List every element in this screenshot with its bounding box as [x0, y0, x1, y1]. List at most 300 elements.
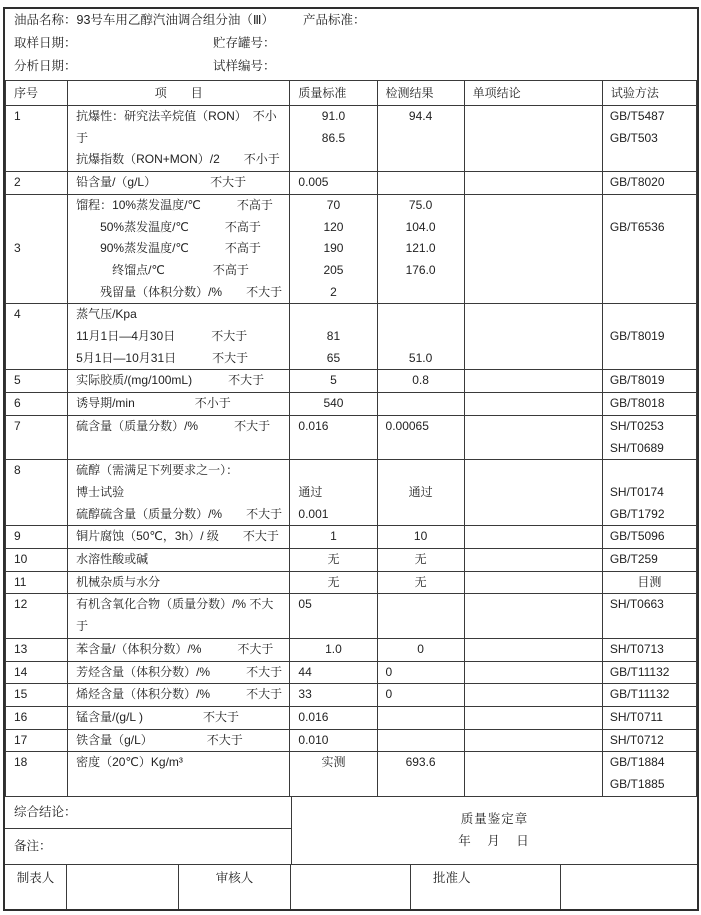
signature-row — [5, 864, 697, 909]
cell-item-row6 — [68, 393, 290, 416]
cell-line — [378, 282, 464, 304]
cell-line — [290, 460, 376, 482]
cell-method-row18 — [602, 752, 696, 796]
cell-seq-row1 — [6, 106, 68, 172]
cell-line: 10 — [413, 529, 428, 544]
cell-line: 44 — [298, 664, 312, 679]
cell-item-row12 — [68, 594, 290, 638]
cell-line: 121.0 — [405, 241, 436, 256]
cell-line: 120 — [323, 219, 344, 234]
cell-line — [378, 504, 464, 526]
cell-line — [603, 616, 696, 638]
cell-line: 5 — [14, 373, 21, 388]
cell-line: 1.0 — [325, 641, 342, 656]
cell-line: 抗爆性：研究法辛烷值（RON） 不小 — [76, 109, 277, 123]
header-row — [6, 81, 697, 106]
cell-line: 11 — [14, 574, 27, 589]
bottom-left-column — [5, 797, 292, 864]
cell-line: 1 — [14, 109, 21, 123]
cell-seq-row17 — [6, 729, 68, 752]
cell-line — [290, 149, 376, 171]
cell-seq-row16 — [6, 706, 68, 729]
cell-item-row4 — [68, 304, 290, 370]
cell-standard-row17 — [290, 729, 377, 752]
reviewer-signature-cell — [291, 865, 411, 909]
cell-method-row10 — [602, 549, 696, 572]
cell-seq-row9 — [6, 526, 68, 549]
cell-line: GB/T8019 — [609, 329, 665, 344]
cell-seq-row8 — [6, 460, 68, 526]
approver-signature-cell — [561, 865, 697, 909]
cell-line: GB/T259 — [609, 552, 658, 567]
cell-line: GB/T6536 — [609, 219, 665, 234]
cell-method-row17 — [602, 729, 696, 752]
cell-line — [378, 594, 464, 616]
cell-result-row15 — [377, 684, 464, 707]
reviewer-label: 审核人 — [179, 865, 291, 909]
cell-line: 65 — [326, 350, 341, 365]
report-row-14 — [6, 661, 697, 684]
cell-line: 有机含氧化合物（质量分数）/% 不大 — [76, 597, 274, 612]
cell-line: SH/T0253 — [609, 418, 664, 433]
sample-number-label: 试样编号： — [213, 59, 276, 73]
cell-line — [378, 460, 464, 482]
preparer-label: 制表人 — [5, 865, 67, 909]
cell-line: SH/T0712 — [609, 732, 664, 747]
cell-result-row9 — [377, 526, 464, 549]
cell-line: 锰含量/(g/L ) 不大于 — [76, 709, 239, 724]
report-row-1 — [6, 106, 697, 172]
cell-line — [465, 594, 602, 616]
cell-line — [603, 238, 696, 260]
cell-seq-row18 — [6, 752, 68, 796]
header-method: 试验方法 — [602, 81, 696, 106]
cell-conclusion-row2 — [464, 172, 602, 195]
info-line-analysis — [5, 55, 697, 78]
cell-line: 苯含量/（体积分数）/% 不大于 — [76, 641, 274, 656]
report-row-12 — [6, 594, 697, 638]
cell-line — [465, 304, 602, 326]
approver-label: 批准人 — [411, 865, 561, 909]
cell-line: 0.001 — [298, 506, 329, 521]
cell-standard-row12 — [290, 594, 377, 638]
cell-line — [603, 304, 696, 326]
cell-standard-row3 — [290, 194, 377, 304]
cell-line: 博士试验 — [76, 484, 125, 499]
cell-line: 诱导期/min 不小于 — [76, 396, 231, 411]
cell-line: 10 — [14, 552, 28, 567]
sampling-date-label: 取样日期： — [14, 36, 77, 50]
cell-seq-row10 — [6, 549, 68, 572]
cell-line: 无 — [414, 574, 427, 589]
cell-line — [68, 438, 289, 460]
cell-conclusion-row9 — [464, 526, 602, 549]
cell-line — [378, 730, 464, 752]
info-block — [5, 9, 697, 80]
cell-line: 蒸气压/Kpa — [76, 307, 137, 322]
cell-result-row13 — [377, 638, 464, 661]
cell-method-row9 — [602, 526, 696, 549]
cell-item-row9 — [68, 526, 290, 549]
cell-line — [603, 348, 696, 370]
cell-line: 205 — [323, 262, 344, 277]
cell-line: SH/T0663 — [609, 597, 664, 612]
stamp-date: 年 月 日 — [458, 834, 531, 849]
cell-line: 94.4 — [408, 109, 433, 123]
cell-item-row16 — [68, 706, 290, 729]
cell-result-row10 — [377, 549, 464, 572]
cell-result-row6 — [377, 393, 464, 416]
report-table — [5, 80, 697, 797]
cell-seq-row5 — [6, 370, 68, 393]
product-standard-label: 产品标准： — [303, 13, 366, 27]
cell-line — [378, 438, 464, 460]
cell-line: 硫醇（需满足下列要求之一）： — [76, 463, 239, 478]
cell-line: 馏程：10%蒸发温度/℃ 不高于 — [76, 197, 273, 212]
cell-standard-row1 — [290, 106, 377, 172]
cell-line: 13 — [14, 641, 28, 656]
cell-method-row11 — [602, 571, 696, 594]
cell-line — [465, 172, 602, 194]
cell-conclusion-row12 — [464, 594, 602, 638]
analysis-date-label: 分析日期： — [14, 59, 77, 73]
cell-line: 5月1日—10月31日 不大于 — [76, 350, 249, 365]
cell-line: 铁含量（g/L） 不大于 — [76, 732, 243, 747]
cell-line — [465, 572, 602, 594]
cell-item-row13 — [68, 638, 290, 661]
header-standard: 质量标准 — [290, 81, 377, 106]
cell-method-row8 — [602, 460, 696, 526]
header-result: 检测结果 — [377, 81, 464, 106]
report-row-13 — [6, 638, 697, 661]
remark-cell: 备注： — [14, 838, 52, 853]
cell-conclusion-row5 — [464, 370, 602, 393]
report-row-17 — [6, 729, 697, 752]
cell-line: 91.0 — [321, 109, 346, 123]
cell-item-row10 — [68, 549, 290, 572]
cell-line: GB/T11132 — [609, 664, 670, 679]
cell-standard-row14 — [290, 661, 377, 684]
cell-line: GB/T11132 — [609, 687, 670, 702]
cell-result-row2 — [377, 172, 464, 195]
cell-line: 70 — [326, 197, 341, 212]
cell-line — [290, 438, 376, 460]
cell-line — [465, 639, 602, 661]
cell-standard-row10 — [290, 549, 377, 572]
cell-line: 铅含量/（g/L） 不大于 — [76, 175, 247, 190]
cell-conclusion-row14 — [464, 661, 602, 684]
cell-standard-row15 — [290, 684, 377, 707]
cell-item-row14 — [68, 661, 290, 684]
cell-line: 无 — [414, 552, 427, 567]
cell-item-row5 — [68, 370, 290, 393]
cell-line — [378, 616, 464, 638]
cell-line: 目测 — [637, 574, 662, 589]
cell-line: 05 — [298, 597, 312, 612]
cell-seq-row11 — [6, 571, 68, 594]
cell-line — [603, 460, 696, 482]
cell-standard-row9 — [290, 526, 377, 549]
cell-standard-row18 — [290, 752, 377, 796]
cell-line: 0.00065 — [385, 418, 429, 433]
cell-line: 86.5 — [321, 130, 346, 145]
info-line-sampling — [5, 32, 697, 55]
report-table-body — [6, 106, 697, 797]
cell-line: GB/T503 — [609, 130, 658, 145]
cell-seq-row6 — [6, 393, 68, 416]
report-row-4 — [6, 304, 697, 370]
cell-line: 17 — [14, 732, 28, 747]
cell-seq-row12 — [6, 594, 68, 638]
cell-item-row1 — [68, 106, 290, 172]
stamp-cell — [292, 797, 697, 864]
cell-line: 18 — [14, 755, 28, 770]
cell-line — [603, 260, 696, 282]
cell-line: 密度（20℃）Kg/m³ — [76, 755, 183, 770]
cell-item-row3 — [68, 194, 290, 304]
cell-line: GB/T1885 — [609, 777, 665, 792]
cell-line: GB/T8018 — [609, 396, 665, 411]
cell-line: 1 — [330, 529, 337, 544]
cell-method-row16 — [602, 706, 696, 729]
cell-line: 实际胶质/(mg/100mL) 不大于 — [76, 373, 265, 388]
cell-line: 8 — [14, 463, 21, 478]
cell-conclusion-row10 — [464, 549, 602, 572]
cell-standard-row13 — [290, 638, 377, 661]
cell-method-row2 — [602, 172, 696, 195]
cell-seq-row3 — [6, 194, 68, 304]
cell-seq-row7 — [6, 415, 68, 459]
cell-line: 7 — [14, 418, 21, 433]
cell-line: 176.0 — [405, 262, 436, 277]
cell-line — [378, 172, 464, 194]
cell-line — [465, 195, 602, 217]
storage-tank-label: 贮存罐号： — [213, 36, 276, 50]
summary-cell: 综合结论： — [5, 797, 291, 829]
cell-line: 通过 — [408, 484, 433, 499]
info-line-product — [5, 9, 697, 32]
cell-line: SH/T0713 — [609, 641, 664, 656]
cell-line — [465, 662, 602, 684]
bottom-section — [5, 797, 697, 864]
cell-line: 693.6 — [405, 755, 436, 770]
header-item: 项 目 — [68, 81, 290, 106]
cell-line: 无 — [327, 552, 340, 567]
cell-line: 0.005 — [298, 175, 329, 190]
cell-line: 15 — [14, 687, 28, 702]
cell-line: 0.8 — [412, 373, 429, 388]
cell-line: 51.0 — [408, 350, 433, 365]
cell-line — [378, 326, 464, 348]
report-row-11 — [6, 571, 697, 594]
cell-line: 2 — [14, 175, 21, 190]
cell-method-row3 — [602, 194, 696, 304]
report-row-6 — [6, 393, 697, 416]
cell-result-row1 — [377, 106, 464, 172]
cell-line: 芳烃含量（体积分数）/% 不大于 — [76, 664, 283, 679]
cell-line — [465, 416, 602, 438]
cell-line: 16 — [14, 709, 28, 724]
cell-line: 通过 — [298, 484, 323, 499]
cell-line: 0.016 — [298, 418, 329, 433]
cell-line: 0 — [417, 641, 424, 656]
cell-line: 75.0 — [408, 197, 433, 212]
cell-line — [290, 774, 376, 796]
report-row-8 — [6, 460, 697, 526]
stamp-title: 质量鉴定章 — [460, 812, 529, 827]
cell-line: 81 — [326, 329, 341, 344]
cell-item-row11 — [68, 571, 290, 594]
cell-line: GB/T8019 — [609, 373, 665, 388]
cell-line: GB/T1792 — [609, 506, 665, 521]
cell-result-row8 — [377, 460, 464, 526]
cell-line: 0.010 — [298, 732, 329, 747]
cell-line: 0.016 — [298, 709, 329, 724]
cell-line: 于 — [76, 619, 89, 634]
cell-result-row17 — [377, 729, 464, 752]
cell-line — [378, 304, 464, 326]
cell-line: 残留量（体积分数）/% 不大于 — [76, 284, 283, 299]
cell-line — [465, 752, 602, 774]
report-table-head — [6, 81, 697, 106]
cell-method-row1 — [602, 106, 696, 172]
cell-line — [290, 304, 376, 326]
report-row-18 — [6, 752, 697, 796]
cell-seq-row14 — [6, 661, 68, 684]
cell-line — [378, 707, 464, 729]
cell-line: GB/T8020 — [609, 175, 665, 190]
cell-result-row7 — [377, 415, 464, 459]
cell-line: 铜片腐蚀（50℃，3h）/ 级 不大于 — [76, 529, 279, 544]
cell-standard-row2 — [290, 172, 377, 195]
cell-line: 14 — [14, 664, 28, 679]
cell-line: GB/T5487 — [609, 109, 665, 123]
cell-line: 33 — [298, 687, 312, 702]
cell-standard-row11 — [290, 571, 377, 594]
cell-line: 硫含量（质量分数）/% 不大于 — [76, 418, 271, 433]
cell-line: 0 — [385, 664, 393, 679]
cell-line — [603, 195, 696, 217]
cell-conclusion-row15 — [464, 684, 602, 707]
cell-line: 9 — [14, 529, 21, 544]
cell-conclusion-row18 — [464, 752, 602, 796]
cell-standard-row16 — [290, 706, 377, 729]
cell-item-row7 — [68, 415, 290, 459]
cell-item-row2 — [68, 172, 290, 195]
cell-line: GB/T1884 — [609, 755, 665, 770]
report-row-10 — [6, 549, 697, 572]
cell-conclusion-row8 — [464, 460, 602, 526]
cell-line — [603, 282, 696, 304]
cell-seq-row4 — [6, 304, 68, 370]
cell-line: 2 — [330, 284, 337, 299]
cell-result-row3 — [377, 194, 464, 304]
header-seq: 序号 — [6, 81, 68, 106]
cell-method-row12 — [602, 594, 696, 638]
cell-line: 抗爆指数（RON+MON）/2 不小于 — [76, 152, 280, 167]
cell-line — [378, 128, 464, 150]
report-row-15 — [6, 684, 697, 707]
cell-line — [465, 460, 602, 482]
cell-line — [465, 393, 602, 415]
cell-line: 无 — [327, 574, 340, 589]
cell-line — [465, 684, 602, 706]
header-conclusion: 单项结论 — [464, 81, 602, 106]
preparer-signature-cell — [67, 865, 179, 909]
cell-line: 3 — [14, 241, 21, 256]
cell-conclusion-row11 — [464, 571, 602, 594]
cell-line — [465, 549, 602, 571]
cell-item-row8 — [68, 460, 290, 526]
cell-line — [68, 774, 289, 796]
cell-conclusion-row17 — [464, 729, 602, 752]
cell-standard-row8 — [290, 460, 377, 526]
cell-line: 硫醇硫含量（质量分数）/% 不大于 — [76, 506, 283, 521]
report-row-7 — [6, 415, 697, 459]
cell-line — [465, 730, 602, 752]
cell-method-row13 — [602, 638, 696, 661]
cell-line — [378, 393, 464, 415]
cell-line — [465, 370, 602, 392]
cell-line — [465, 526, 602, 548]
report-document — [3, 7, 699, 911]
cell-line: 水溶性酸或碱 — [76, 552, 149, 567]
cell-seq-row13 — [6, 638, 68, 661]
cell-line: 6 — [14, 396, 21, 411]
cell-conclusion-row4 — [464, 304, 602, 370]
cell-method-row6 — [602, 393, 696, 416]
report-row-3 — [6, 194, 697, 304]
cell-line: 4 — [14, 307, 21, 322]
cell-line: 50%蒸发温度/℃ 不高于 — [76, 219, 261, 234]
cell-line: 机械杂质与水分 — [76, 574, 161, 589]
report-row-9 — [6, 526, 697, 549]
cell-method-row14 — [602, 661, 696, 684]
cell-line: 实测 — [321, 755, 346, 770]
report-row-16 — [6, 706, 697, 729]
cell-line: SH/T0711 — [609, 709, 663, 724]
cell-result-row16 — [377, 706, 464, 729]
product-name-label: 油品名称：93号车用乙醇汽油调合组分油（Ⅲ） — [14, 13, 275, 27]
report-row-5 — [6, 370, 697, 393]
cell-item-row18 — [68, 752, 290, 796]
cell-line — [603, 149, 696, 171]
cell-standard-row7 — [290, 415, 377, 459]
cell-line: 5 — [330, 373, 337, 388]
cell-line: 于 — [76, 130, 89, 145]
cell-conclusion-row1 — [464, 106, 602, 172]
report-row-2 — [6, 172, 697, 195]
cell-conclusion-row3 — [464, 194, 602, 304]
cell-standard-row6 — [290, 393, 377, 416]
cell-line — [378, 149, 464, 171]
cell-line: 终馏点/℃ 不高于 — [76, 262, 249, 277]
cell-line: 0 — [385, 687, 393, 702]
cell-method-row5 — [602, 370, 696, 393]
cell-result-row11 — [377, 571, 464, 594]
cell-line — [465, 707, 602, 729]
cell-line — [465, 106, 602, 128]
cell-line — [290, 616, 376, 638]
cell-seq-row2 — [6, 172, 68, 195]
cell-result-row14 — [377, 661, 464, 684]
cell-line: 11月1日—4月30日 不大于 — [76, 329, 248, 344]
cell-line: SH/T0174 — [609, 484, 664, 499]
cell-line: 190 — [323, 241, 344, 256]
cell-result-row5 — [377, 370, 464, 393]
cell-method-row4 — [602, 304, 696, 370]
cell-method-row15 — [602, 684, 696, 707]
